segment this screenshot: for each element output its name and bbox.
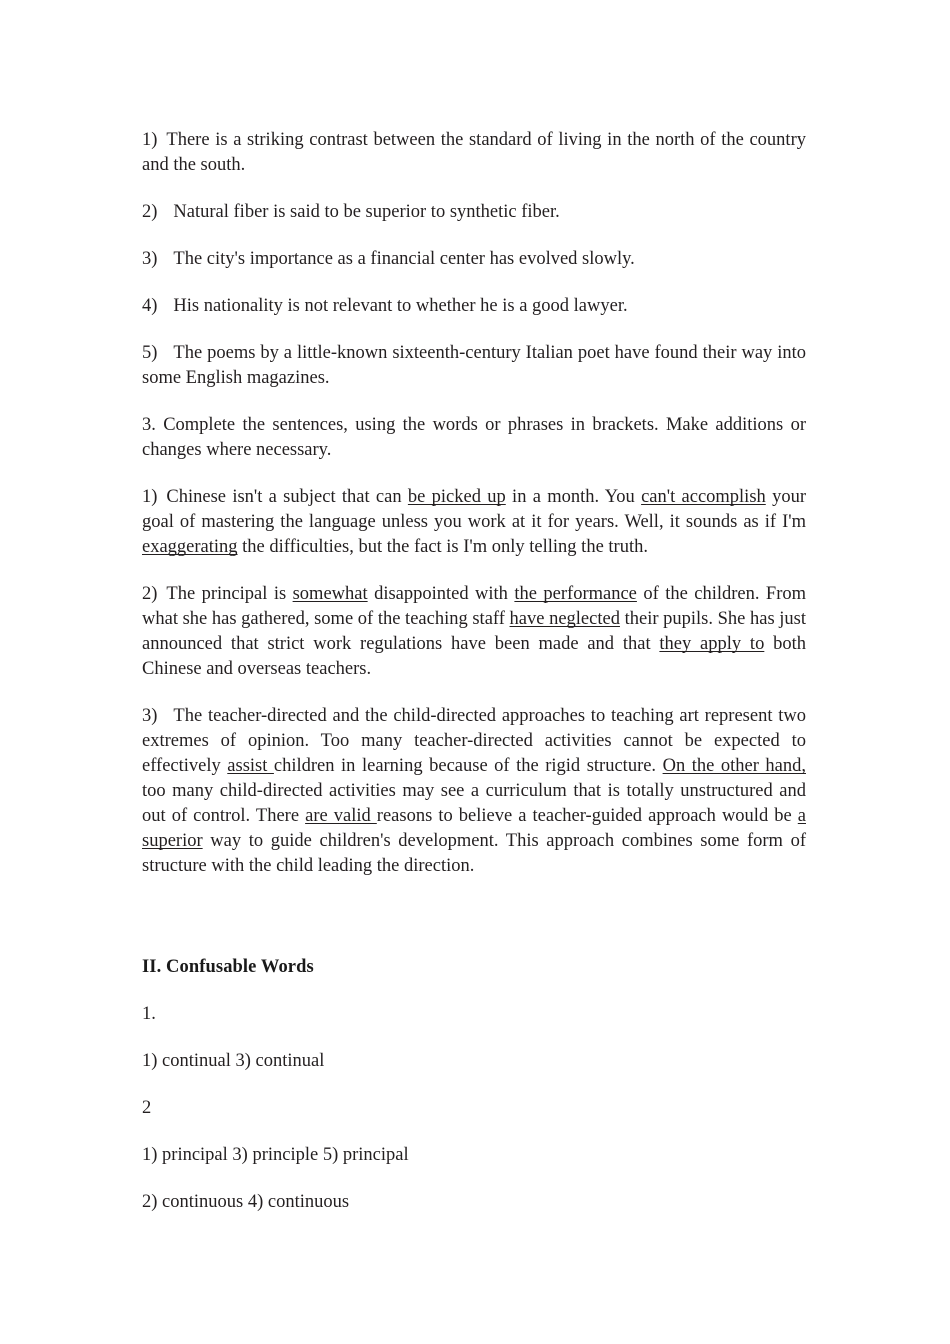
text-run: their pupils. She has just announced that strict work regulations have been made and that [142, 609, 807, 654]
item-marker: 2) [142, 202, 158, 222]
underlined-answer: the performance [514, 584, 637, 604]
underlined-answer: On the other hand, [662, 756, 806, 776]
item-marker: 5) [142, 343, 158, 363]
exercise-two-item-2 [142, 200, 806, 225]
underlined-answer: are valid [305, 806, 377, 826]
underlined-answer: they apply to [659, 634, 765, 654]
text-run: disappointed with [367, 584, 515, 604]
group-two-answers-line-one: 1) principal 3) principle 5) principal [142, 1145, 409, 1165]
underlined-answer: have neglected [509, 609, 620, 629]
item-text [142, 487, 806, 557]
underlined-answer: exaggerating [142, 537, 238, 557]
exercise-three-item-2 [142, 582, 806, 682]
item-text: The city's importance as a financial center has evolved slowly. [173, 249, 635, 269]
group-one-answers: 1) continual 3) continual [142, 1051, 325, 1071]
text-run: reasons to believe a teacher-guided approach would be [376, 806, 798, 826]
text-run: both Chinese and overseas teachers. [142, 634, 807, 679]
item-marker: 1) [142, 130, 158, 150]
underlined-answer: be picked up [407, 487, 506, 507]
text-run: the difficulties, but the fact is I'm only telling the truth. [237, 537, 648, 557]
item-text: Natural fiber is said to be superior to synthetic fiber. [173, 202, 560, 222]
item-text: His nationality is not relevant to whether he is a good lawyer. [173, 296, 628, 316]
underlined-answer: assist [227, 756, 274, 776]
exercise-two-item-3 [142, 247, 806, 272]
item-marker: 2) [142, 584, 158, 604]
text-run: children in learning because of the rigid structure. [273, 756, 663, 776]
exercise-three-item-1 [142, 485, 806, 560]
item-text: There is a striking contrast between the standard of living in the north of the country and the south. [142, 130, 806, 175]
document-body [142, 128, 806, 1215]
item-marker: 1) [142, 487, 158, 507]
text-run: of the children. From what she has gathered, some of the teaching staff [142, 584, 807, 629]
text-run: in a month. You [505, 487, 642, 507]
section-two-heading: II. Confusable Words [142, 957, 314, 977]
group-two-label: 2 [142, 1098, 152, 1118]
item-marker: 3) [142, 706, 158, 726]
section-spacer [142, 901, 806, 955]
text-run: The principal is [166, 584, 293, 604]
group-two-answers-line-two: 2) continuous 4) continuous [142, 1192, 350, 1212]
item-marker: 4) [142, 296, 158, 316]
item-text: The poems by a little-known sixteenth-century Italian poet have found their way into some English magazines. [142, 343, 806, 388]
text-run: your goal of mastering the language unless you work at it for years. Well, it sounds as if I'm [142, 487, 806, 532]
exercise-two-item-4 [142, 294, 806, 319]
exercise-three-item-3 [142, 704, 806, 879]
text-run: way to guide children's development. This approach combines some form of structure with the child leading the direction. [142, 831, 806, 876]
text-run: too many child-directed activities may see a curriculum that is totally unstructured and out of control. There [142, 781, 806, 826]
underlined-answer: can't accomplish [641, 487, 766, 507]
underlined-answer: somewhat [292, 584, 368, 604]
exercise-two-item-1 [142, 128, 806, 178]
text-run: The teacher-directed and the child-directed approaches to teaching art represent two extremes of opinion. Too many teacher-directed activities cannot be expected to effectively [142, 706, 806, 776]
exercise-two-item-5 [142, 341, 806, 391]
item-text [142, 584, 806, 679]
exercise-three-instruction: 3. Complete the sentences, using the words or phrases in brackets. Make additions or changes where necessary. [142, 415, 806, 460]
text-run: Chinese isn't a subject that can [166, 487, 408, 507]
item-text [142, 706, 806, 876]
item-marker: 3) [142, 249, 158, 269]
group-one-label: 1. [142, 1004, 156, 1024]
underlined-answer: a superior [142, 806, 806, 851]
